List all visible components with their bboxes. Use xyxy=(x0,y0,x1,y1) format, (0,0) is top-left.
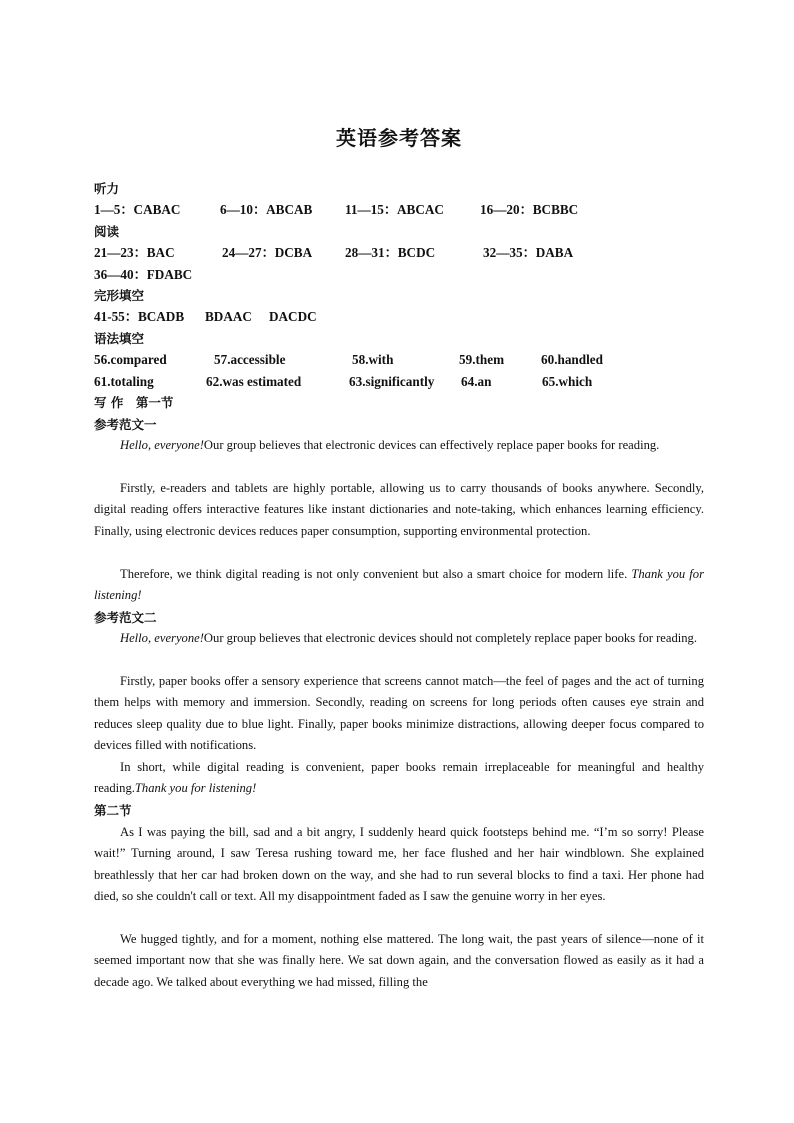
cloze-answers xyxy=(94,306,704,327)
answer-item: 65.which xyxy=(542,374,593,389)
grammar-answers-row2 xyxy=(94,371,704,392)
answer-item: 58.with xyxy=(352,352,394,367)
answer-item: 61.totaling xyxy=(94,374,154,389)
sample1-paragraph-2: Firstly, e-readers and tablets are highly portable, allowing us to carry thousands of books anywhere. Secondly, digital reading offers interactive features like instant dictionaries and note-taking, which enhances learning efficiency. Finally, using electronic devices reduces paper consumption, supporting environmental protection. xyxy=(94,481,704,538)
greeting: Hello, everyone! xyxy=(120,631,204,645)
answer-group: 16—20：BCBBC xyxy=(480,202,579,217)
sample2-paragraph-1: Hello, everyone!Our group believes that electronic devices should not completely replace paper books for reading. xyxy=(120,631,698,645)
reading-answers-row1 xyxy=(94,242,704,263)
answer-item: 57.accessible xyxy=(214,352,286,367)
sample1-paragraph-3: Therefore, we think digital reading is not only convenient but also a smart choice for modern life. Thank you for listening! xyxy=(94,567,704,603)
page-title: 英语参考答案 xyxy=(336,126,462,150)
answer-group: 28—31：BCDC xyxy=(345,245,436,260)
grammar-answers-row1 xyxy=(94,349,704,370)
sample2-heading: 参考范文二 xyxy=(94,610,157,625)
answer-group: BDAAC xyxy=(205,309,252,324)
cloze-heading: 完形填空 xyxy=(94,288,145,303)
answer-item: 56.compared xyxy=(94,352,167,367)
reading-answers-row2 xyxy=(94,264,192,285)
answer-item: 60.handled xyxy=(541,352,603,367)
answer-group: DACDC xyxy=(269,309,317,324)
answer-item: 63.significantly xyxy=(349,374,435,389)
answer-group: 6—10：ABCAB xyxy=(220,202,313,217)
answer-item: 64.an xyxy=(461,374,492,389)
section2-paragraph-1: As I was paying the bill, sad and a bit angry, I suddenly heard quick footsteps behind me. “I’m so sorry! Please wait!” Turning around, I saw Teresa rushing toward me, her face flushed and her hair windblown. She explained breathlessly that her car had broken down on the way, and she had to run several blocks to find a taxi. Her phone had died, so she couldn't call or text. All my disappointment faded as I saw the genuine worry in her eyes. xyxy=(94,825,704,903)
sample1-paragraph-1: Hello, everyone!Our group believes that electronic devices can effectively replace paper books for reading. xyxy=(120,438,660,452)
sample2-paragraph-2: Firstly, paper books offer a sensory experience that screens cannot match—the feel of pages and the act of turning them helps with memory and immersion. Secondly, reading on screens for long periods often causes eye strain and reduces sleep quality due to blue light. Finally, paper books minimize distractions, allowing deeper focus compared to devices filled with notifications. xyxy=(94,674,704,752)
reading-heading: 阅读 xyxy=(94,224,120,239)
listening-heading: 听力 xyxy=(94,181,120,196)
writing-heading: 写 作 第一节 xyxy=(94,395,174,410)
section2-heading: 第二节 xyxy=(94,803,132,818)
answer-group: 1—5：CABAC xyxy=(94,202,181,217)
answer-group: 21—23：BAC xyxy=(94,245,175,260)
sample2-paragraph-3: In short, while digital reading is convenient, paper books remain irreplaceable for meaningful and healthy reading.Thank you for listening! xyxy=(94,760,704,796)
answer-group: 32—35：DABA xyxy=(483,245,574,260)
answer-group: 24—27：DCBA xyxy=(222,245,313,260)
answer-group: 11—15：ABCAC xyxy=(345,202,444,217)
sample1-heading: 参考范文一 xyxy=(94,417,157,432)
closing: Thank you for listening! xyxy=(134,781,257,796)
section2-paragraph-2: We hugged tightly, and for a moment, nothing else mattered. The long wait, the past years of silence—none of it seemed important now that she was finally here. We sat down again, and the conversation flowed as easily as it had a decade ago. We talked about everything we had missed, filling the xyxy=(94,932,704,989)
answer-item: 59.them xyxy=(459,352,505,367)
grammar-heading: 语法填空 xyxy=(94,331,145,346)
greeting: Hello, everyone! xyxy=(120,438,204,452)
answer-group: 41-55：BCADB xyxy=(94,309,185,324)
answer-item: 62.was estimated xyxy=(206,374,302,389)
closing: Thank you for listening! xyxy=(94,567,704,603)
answer-group: 36—40：FDABC xyxy=(94,267,193,282)
listening-answers xyxy=(94,199,704,220)
